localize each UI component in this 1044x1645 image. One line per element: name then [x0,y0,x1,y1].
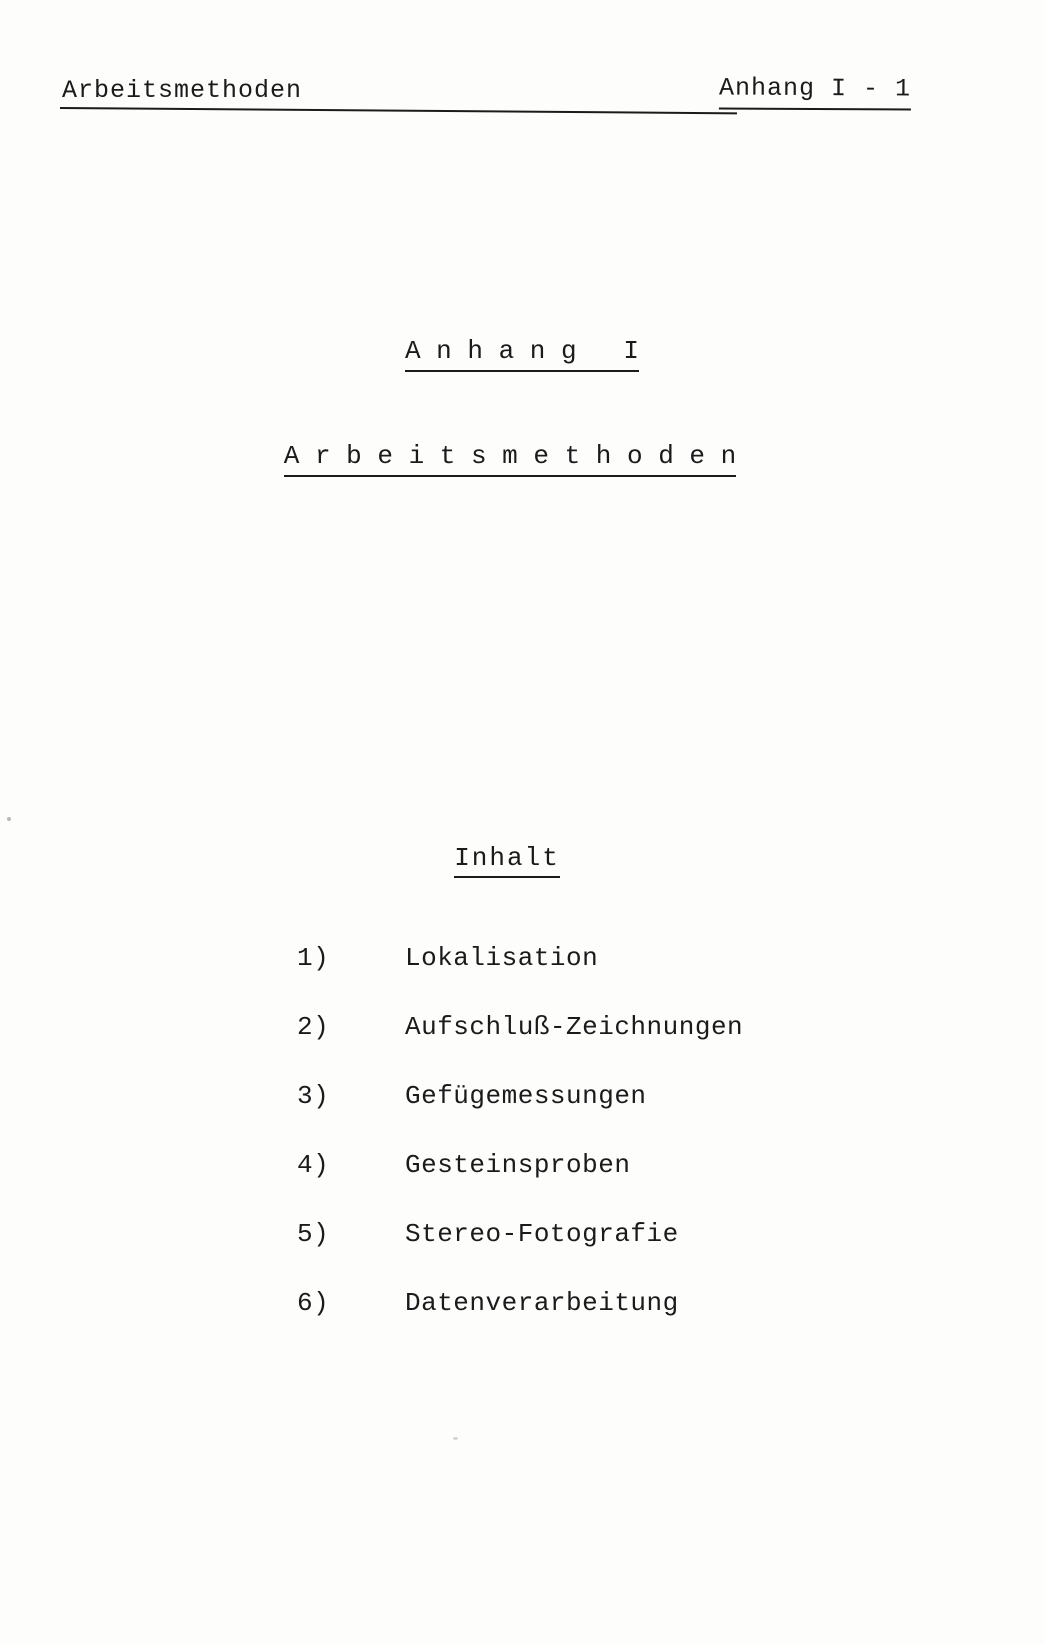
list-item-number: 4) [297,1150,330,1180]
list-item-number: 6) [297,1288,330,1318]
toc-list [297,944,743,1358]
list-item-number: 5) [297,1219,330,1249]
header-rule [60,107,737,114]
list-item-label: Gesteinsproben [405,1150,631,1180]
list-item-label: Gefügemessungen [405,1081,647,1111]
list-item [297,1220,743,1248]
toc-heading [0,843,1044,878]
document-title-text: A r b e i t s m e t h o d e n [284,441,736,477]
list-item [297,944,743,972]
list-item-label: Datenverarbeitung [405,1288,679,1318]
header-running-title: Arbeitsmethoden [62,76,303,105]
list-item-label: Stereo-Fotografie [405,1219,679,1249]
toc-heading-text: Inhalt [454,843,560,878]
list-item [297,1151,743,1179]
appendix-title-text: A n h a n g I [405,336,639,372]
list-item [297,1289,743,1317]
list-item-label: Aufschluß-Zeichnungen [405,1012,744,1042]
scan-speck [453,1437,458,1440]
header-page-ref: Anhang I - 1 [719,73,911,110]
document-title [0,441,1044,477]
scan-speck [7,817,11,821]
appendix-title [0,336,1044,372]
list-item-label: Lokalisation [405,943,599,973]
list-item-number: 3) [297,1081,330,1111]
list-item [297,1013,743,1041]
list-item [297,1082,743,1110]
list-item-number: 2) [297,1012,330,1042]
list-item-number: 1) [297,943,330,973]
